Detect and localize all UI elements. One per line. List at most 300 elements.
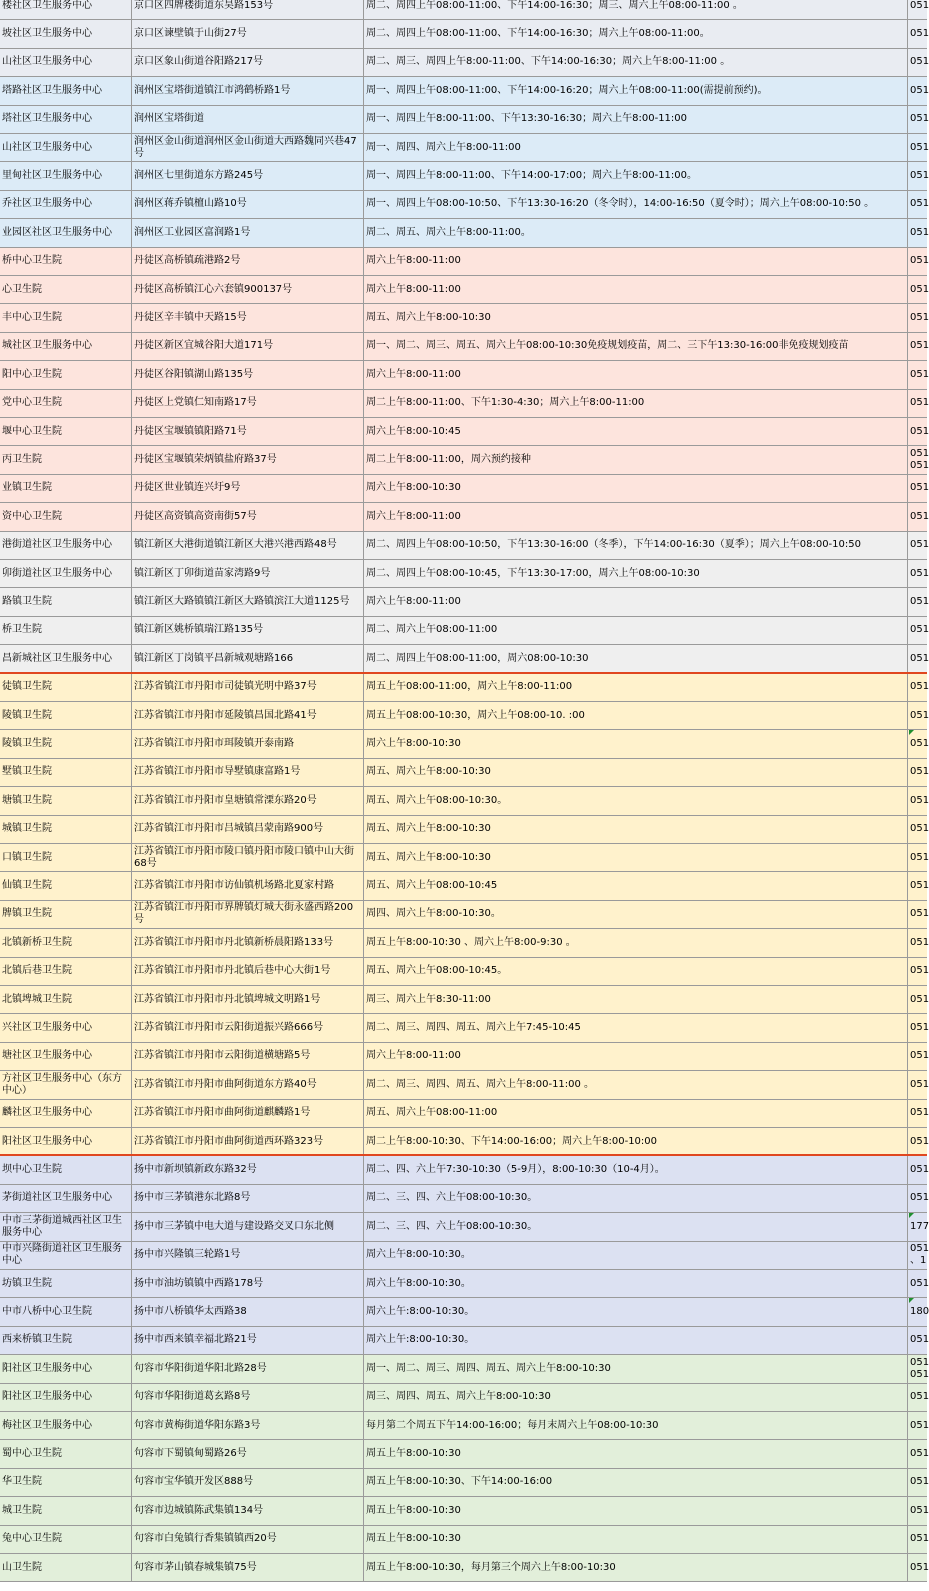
cell-phone[interactable] — [908, 1014, 927, 1041]
cell-name[interactable] — [0, 787, 132, 814]
table-row[interactable] — [0, 901, 927, 929]
cell-address[interactable] — [132, 475, 364, 502]
cell-name[interactable] — [0, 1327, 132, 1354]
cell-phone[interactable] — [908, 617, 927, 644]
cell-name[interactable] — [0, 1185, 132, 1212]
cell-phone[interactable] — [908, 816, 927, 843]
cell-phone[interactable] — [908, 248, 927, 275]
cell-hours[interactable] — [364, 1270, 908, 1297]
cell-hours[interactable] — [364, 1554, 908, 1581]
table-row[interactable] — [0, 1298, 927, 1326]
cell-address[interactable] — [132, 560, 364, 587]
cell-hours[interactable] — [364, 532, 908, 559]
cell-phone[interactable] — [908, 276, 927, 303]
cell-address[interactable] — [132, 1270, 364, 1297]
cell-address[interactable] — [132, 901, 364, 928]
cell-address[interactable] — [132, 276, 364, 303]
cell-address[interactable] — [132, 1497, 364, 1524]
cell-name[interactable] — [0, 617, 132, 644]
hours-text: 周五上午8:00-10:30 — [366, 1504, 461, 1516]
cell-name[interactable] — [0, 0, 132, 19]
cell-name[interactable] — [0, 1014, 132, 1041]
table-row[interactable] — [0, 645, 927, 673]
cell-hours[interactable] — [364, 702, 908, 729]
cell-phone[interactable] — [908, 645, 927, 672]
table-row[interactable] — [0, 1384, 927, 1412]
table-row[interactable] — [0, 333, 927, 361]
cell-hours[interactable] — [364, 1469, 908, 1496]
cell-name[interactable] — [0, 1469, 132, 1496]
cell-phone[interactable] — [908, 1526, 927, 1553]
hours-text: 周三、周四、周五、周六上午8:00-10:30 — [366, 1391, 551, 1403]
cell-name[interactable] — [0, 1526, 132, 1553]
cell-address[interactable] — [132, 304, 364, 331]
cell-hours[interactable] — [364, 816, 908, 843]
cell-hours[interactable] — [364, 1497, 908, 1524]
table-row[interactable] — [0, 162, 927, 190]
cell-hours[interactable] — [364, 1071, 908, 1098]
cell-hours[interactable] — [364, 219, 908, 246]
table-row[interactable] — [0, 588, 927, 616]
cell-hours[interactable] — [364, 333, 908, 360]
cell-hours[interactable] — [364, 645, 908, 672]
table-row[interactable] — [0, 929, 927, 957]
table-row[interactable] — [0, 1128, 927, 1156]
cell-address[interactable] — [132, 134, 364, 161]
phone-text: 051 — [910, 1334, 929, 1346]
cell-name[interactable] — [0, 1298, 132, 1325]
cell-hours[interactable] — [364, 446, 908, 473]
table-row[interactable] — [0, 958, 927, 986]
cell-name[interactable] — [0, 1355, 132, 1382]
cell-name[interactable] — [0, 361, 132, 388]
cell-address[interactable] — [132, 645, 364, 672]
cell-name[interactable] — [0, 844, 132, 871]
cell-phone[interactable] — [908, 1128, 927, 1155]
cell-hours[interactable] — [364, 191, 908, 218]
cell-hours[interactable] — [364, 162, 908, 189]
cell-name[interactable] — [0, 1440, 132, 1467]
phone-text: 051 — [910, 794, 929, 806]
table-row[interactable] — [0, 816, 927, 844]
cell-phone[interactable] — [908, 1412, 927, 1439]
cell-phone[interactable] — [908, 361, 927, 388]
cell-hours[interactable] — [364, 1156, 908, 1183]
cell-phone[interactable] — [908, 1071, 927, 1098]
table-row[interactable] — [0, 1554, 927, 1582]
cell-hours[interactable] — [364, 475, 908, 502]
table-row[interactable] — [0, 1469, 927, 1497]
table-row[interactable] — [0, 1100, 927, 1128]
table-row[interactable] — [0, 503, 927, 531]
cell-address[interactable] — [132, 702, 364, 729]
cell-name[interactable] — [0, 503, 132, 530]
cell-address[interactable] — [132, 1469, 364, 1496]
cell-hours[interactable] — [364, 759, 908, 786]
phone-text: 051 、1 — [910, 1243, 929, 1267]
cell-phone[interactable] — [908, 674, 927, 701]
cell-name[interactable] — [0, 475, 132, 502]
cell-address[interactable] — [132, 1526, 364, 1553]
cell-hours[interactable] — [364, 0, 908, 19]
table-row[interactable] — [0, 1270, 927, 1298]
cell-phone[interactable] — [908, 1554, 927, 1581]
cell-name[interactable] — [0, 645, 132, 672]
phone-text: 051 051 — [910, 448, 929, 472]
cell-phone[interactable] — [908, 986, 927, 1013]
cell-address[interactable] — [132, 1355, 364, 1382]
name-text: 坡社区卫生服务中心 — [2, 28, 92, 40]
cell-hours[interactable] — [364, 958, 908, 985]
cell-address[interactable] — [132, 872, 364, 899]
cell-phone[interactable] — [908, 1185, 927, 1212]
cell-phone[interactable] — [908, 475, 927, 502]
table-row[interactable] — [0, 475, 927, 503]
table-row[interactable] — [0, 1213, 927, 1241]
cell-name[interactable] — [0, 219, 132, 246]
cell-address[interactable] — [132, 106, 364, 133]
cell-name[interactable] — [0, 1043, 132, 1070]
cell-name[interactable] — [0, 191, 132, 218]
cell-address[interactable] — [132, 1554, 364, 1581]
table-row[interactable] — [0, 1043, 927, 1071]
cell-hours[interactable] — [364, 929, 908, 956]
cell-hours[interactable] — [364, 901, 908, 928]
cell-hours[interactable] — [364, 1100, 908, 1127]
cell-name[interactable] — [0, 1554, 132, 1581]
cell-hours[interactable] — [364, 986, 908, 1013]
cell-name[interactable] — [0, 560, 132, 587]
name-text: 业镇卫生院 — [2, 482, 52, 494]
cell-phone[interactable] — [908, 560, 927, 587]
cell-name[interactable] — [0, 929, 132, 956]
cell-name[interactable] — [0, 418, 132, 445]
cell-hours[interactable] — [364, 1526, 908, 1553]
cell-hours[interactable] — [364, 844, 908, 871]
cell-phone[interactable] — [908, 390, 927, 417]
cell-address[interactable] — [132, 361, 364, 388]
cell-name[interactable] — [0, 901, 132, 928]
hours-text: 周六上午8:00-11:00 — [366, 368, 461, 380]
table-row[interactable] — [0, 560, 927, 588]
cell-name[interactable] — [0, 1213, 132, 1240]
cell-address[interactable] — [132, 1213, 364, 1240]
table-row[interactable] — [0, 77, 927, 105]
cell-hours[interactable] — [364, 1185, 908, 1212]
cell-name[interactable] — [0, 248, 132, 275]
cell-name[interactable] — [0, 532, 132, 559]
cell-address[interactable] — [132, 248, 364, 275]
cell-name[interactable] — [0, 1242, 132, 1269]
cell-phone[interactable] — [908, 1100, 927, 1127]
table-row[interactable] — [0, 1355, 927, 1383]
table-row[interactable] — [0, 134, 927, 162]
cell-hours[interactable] — [364, 1242, 908, 1269]
cell-address[interactable] — [132, 1043, 364, 1070]
cell-phone[interactable] — [908, 588, 927, 615]
cell-address[interactable] — [132, 844, 364, 871]
cell-name[interactable] — [0, 1071, 132, 1098]
cell-address[interactable] — [132, 759, 364, 786]
cell-name[interactable] — [0, 1497, 132, 1524]
name-text: 仙镇卫生院 — [2, 880, 52, 892]
cell-phone[interactable] — [908, 958, 927, 985]
cell-name[interactable] — [0, 77, 132, 104]
cell-hours[interactable] — [364, 418, 908, 445]
cell-address[interactable] — [132, 787, 364, 814]
cell-phone[interactable] — [908, 532, 927, 559]
cell-phone[interactable] — [908, 1156, 927, 1183]
cell-address[interactable] — [132, 1327, 364, 1354]
cell-name[interactable] — [0, 304, 132, 331]
table-row[interactable] — [0, 1497, 927, 1525]
cell-phone[interactable] — [908, 759, 927, 786]
cell-hours[interactable] — [364, 248, 908, 275]
hours-text: 周六上午8:00-10:30。 — [366, 1249, 471, 1261]
address-text: 句容市下蜀镇甸蜀路26号 — [134, 1448, 247, 1460]
cell-hours[interactable] — [364, 361, 908, 388]
cell-phone[interactable] — [908, 304, 927, 331]
table-row[interactable] — [0, 418, 927, 446]
cell-address[interactable] — [132, 390, 364, 417]
cell-hours[interactable] — [364, 1014, 908, 1041]
cell-hours[interactable] — [364, 1412, 908, 1439]
cell-hours[interactable] — [364, 1384, 908, 1411]
table-row[interactable] — [0, 49, 927, 77]
cell-phone[interactable] — [908, 219, 927, 246]
cell-address[interactable] — [132, 929, 364, 956]
table-row[interactable] — [0, 248, 927, 276]
cell-name[interactable] — [0, 759, 132, 786]
cell-phone[interactable] — [908, 503, 927, 530]
table-row[interactable] — [0, 617, 927, 645]
cell-address[interactable] — [132, 617, 364, 644]
cell-hours[interactable] — [364, 872, 908, 899]
cell-hours[interactable] — [364, 787, 908, 814]
table-row[interactable] — [0, 730, 927, 758]
cell-phone[interactable] — [908, 1355, 927, 1382]
cell-phone[interactable] — [908, 1242, 927, 1269]
cell-address[interactable] — [132, 730, 364, 757]
cell-phone[interactable] — [908, 1043, 927, 1070]
table-row[interactable] — [0, 1327, 927, 1355]
table-row[interactable] — [0, 219, 927, 247]
cell-phone[interactable] — [908, 787, 927, 814]
hours-text: 周二、周三、周四上午8:00-11:00、下午14:00-16:30；周六上午8:00-11:00 。 — [366, 56, 731, 68]
cell-name[interactable] — [0, 446, 132, 473]
table-row[interactable] — [0, 872, 927, 900]
address-text: 句容市华阳街道华阳北路28号 — [134, 1362, 267, 1374]
cell-name[interactable] — [0, 872, 132, 899]
table-row[interactable] — [0, 191, 927, 219]
cell-hours[interactable] — [364, 276, 908, 303]
table-row[interactable] — [0, 276, 927, 304]
cell-name[interactable] — [0, 1412, 132, 1439]
table-row[interactable] — [0, 1242, 927, 1270]
cell-address[interactable] — [132, 333, 364, 360]
cell-hours[interactable] — [364, 617, 908, 644]
cell-phone[interactable] — [908, 1384, 927, 1411]
cell-address[interactable] — [132, 1412, 364, 1439]
phone-text: 051 — [910, 880, 929, 892]
cell-name[interactable] — [0, 1156, 132, 1183]
cell-address[interactable] — [132, 77, 364, 104]
cell-phone[interactable] — [908, 162, 927, 189]
cell-address[interactable] — [132, 49, 364, 76]
table-row[interactable] — [0, 1156, 927, 1184]
table-row[interactable] — [0, 759, 927, 787]
cell-address[interactable] — [132, 503, 364, 530]
cell-phone[interactable] — [908, 20, 927, 47]
cell-address[interactable] — [132, 1384, 364, 1411]
table-row[interactable] — [0, 1185, 927, 1213]
cell-address[interactable] — [132, 1242, 364, 1269]
cell-phone[interactable] — [908, 49, 927, 76]
cell-name[interactable] — [0, 20, 132, 47]
address-text: 句容市宝华镇开发区888号 — [134, 1476, 254, 1488]
cell-address[interactable] — [132, 958, 364, 985]
cell-name[interactable] — [0, 730, 132, 757]
cell-phone[interactable] — [908, 333, 927, 360]
cell-hours[interactable] — [364, 49, 908, 76]
cell-address[interactable] — [132, 162, 364, 189]
cell-address[interactable] — [132, 1156, 364, 1183]
cell-hours[interactable] — [364, 77, 908, 104]
cell-hours[interactable] — [364, 1298, 908, 1325]
cell-phone[interactable] — [908, 191, 927, 218]
table-row[interactable] — [0, 0, 927, 20]
cell-address[interactable] — [132, 986, 364, 1013]
cell-hours[interactable] — [364, 1327, 908, 1354]
cell-hours[interactable] — [364, 560, 908, 587]
cell-phone[interactable] — [908, 1327, 927, 1354]
table-row[interactable] — [0, 304, 927, 332]
cell-hours[interactable] — [364, 390, 908, 417]
cell-phone[interactable] — [908, 1440, 927, 1467]
cell-name[interactable] — [0, 1100, 132, 1127]
cell-phone[interactable] — [908, 929, 927, 956]
cell-hours[interactable] — [364, 674, 908, 701]
table-row[interactable] — [0, 1526, 927, 1554]
hours-text: 周五上午8:00-10:30 、周六上午8:00-9:30 。 — [366, 936, 576, 948]
table-row[interactable] — [0, 390, 927, 418]
table-row[interactable] — [0, 446, 927, 474]
cell-phone[interactable] — [908, 0, 927, 19]
cell-address[interactable] — [132, 532, 364, 559]
cell-name[interactable] — [0, 1128, 132, 1155]
comment-indicator-icon — [909, 1298, 914, 1303]
cell-phone[interactable] — [908, 872, 927, 899]
cell-phone[interactable] — [908, 418, 927, 445]
table-row[interactable] — [0, 787, 927, 815]
cell-address[interactable] — [132, 418, 364, 445]
cell-phone[interactable] — [908, 901, 927, 928]
hours-text: 周二、周三、周四、周五、周六上午8:00-11:00 。 — [366, 1078, 595, 1090]
cell-hours[interactable] — [364, 503, 908, 530]
cell-address[interactable] — [132, 0, 364, 19]
table-row[interactable] — [0, 674, 927, 702]
cell-address[interactable] — [132, 1185, 364, 1212]
cell-hours[interactable] — [364, 304, 908, 331]
cell-phone[interactable] — [908, 446, 927, 473]
cell-address[interactable] — [132, 816, 364, 843]
cell-hours[interactable] — [364, 730, 908, 757]
table-row[interactable] — [0, 1014, 927, 1042]
cell-address[interactable] — [132, 1440, 364, 1467]
cell-name[interactable] — [0, 1270, 132, 1297]
cell-hours[interactable] — [364, 588, 908, 615]
cell-name[interactable] — [0, 276, 132, 303]
cell-name[interactable] — [0, 702, 132, 729]
cell-phone[interactable] — [908, 702, 927, 729]
cell-hours[interactable] — [364, 1355, 908, 1382]
table-row[interactable] — [0, 1071, 927, 1099]
table-row[interactable] — [0, 986, 927, 1014]
cell-hours[interactable] — [364, 20, 908, 47]
cell-hours[interactable] — [364, 1440, 908, 1467]
cell-name[interactable] — [0, 816, 132, 843]
table-row[interactable] — [0, 702, 927, 730]
cell-name[interactable] — [0, 106, 132, 133]
cell-address[interactable] — [132, 20, 364, 47]
table-row[interactable] — [0, 1440, 927, 1468]
cell-address[interactable] — [132, 1014, 364, 1041]
cell-name[interactable] — [0, 588, 132, 615]
cell-phone[interactable] — [908, 77, 927, 104]
phone-text: 051 — [910, 0, 929, 11]
hours-text: 周一、周四、周六上午8:00-11:00 — [366, 141, 521, 153]
cell-address[interactable] — [132, 1298, 364, 1325]
cell-phone[interactable] — [908, 844, 927, 871]
cell-name[interactable] — [0, 958, 132, 985]
cell-hours[interactable] — [364, 1213, 908, 1240]
name-text: 丰中心卫生院 — [2, 312, 62, 324]
cell-name[interactable] — [0, 390, 132, 417]
table-row[interactable] — [0, 361, 927, 389]
cell-address[interactable] — [132, 219, 364, 246]
phone-text: 051 — [910, 1391, 929, 1403]
cell-name[interactable] — [0, 333, 132, 360]
cell-name[interactable] — [0, 674, 132, 701]
cell-phone[interactable] — [908, 106, 927, 133]
table-row[interactable] — [0, 20, 927, 48]
cell-name[interactable] — [0, 162, 132, 189]
cell-phone[interactable] — [908, 1270, 927, 1297]
cell-name[interactable] — [0, 49, 132, 76]
table-row[interactable] — [0, 1412, 927, 1440]
cell-phone[interactable] — [908, 1469, 927, 1496]
table-row[interactable] — [0, 532, 927, 560]
cell-phone[interactable] — [908, 134, 927, 161]
cell-hours[interactable] — [364, 134, 908, 161]
table-row[interactable] — [0, 844, 927, 872]
cell-address[interactable] — [132, 446, 364, 473]
cell-address[interactable] — [132, 1100, 364, 1127]
cell-hours[interactable] — [364, 106, 908, 133]
cell-name[interactable] — [0, 986, 132, 1013]
cell-hours[interactable] — [364, 1128, 908, 1155]
cell-name[interactable] — [0, 1384, 132, 1411]
cell-address[interactable] — [132, 1071, 364, 1098]
cell-phone[interactable] — [908, 1497, 927, 1524]
cell-address[interactable] — [132, 1128, 364, 1155]
cell-address[interactable] — [132, 674, 364, 701]
cell-address[interactable] — [132, 588, 364, 615]
cell-address[interactable] — [132, 191, 364, 218]
cell-hours[interactable] — [364, 1043, 908, 1070]
table-row[interactable] — [0, 106, 927, 134]
cell-name[interactable] — [0, 134, 132, 161]
